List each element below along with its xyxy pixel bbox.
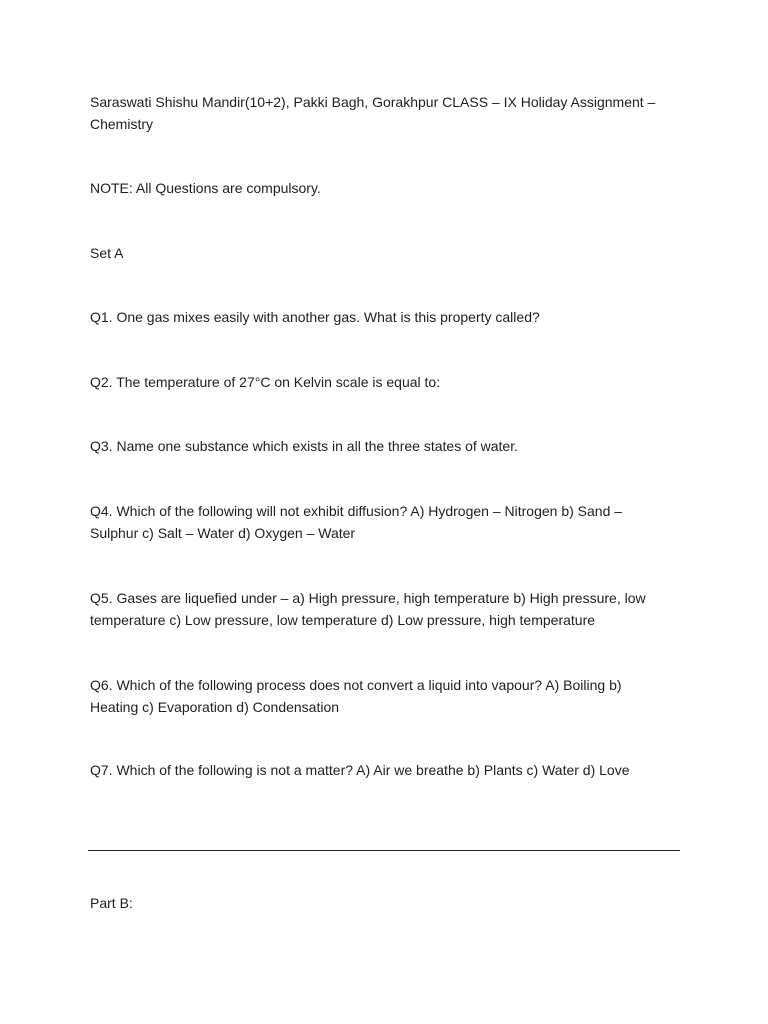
question-7: Q7. Which of the following is not a matter? A) Air we breathe b) Plants c) Water d) Love	[90, 762, 630, 778]
part-b-label: Part B:	[90, 895, 133, 911]
question-3: Q3. Name one substance which exists in all the three states of water.	[90, 438, 518, 454]
note-text: NOTE: All Questions are compulsory.	[90, 180, 321, 196]
document-header: Saraswati Shishu Mandir(10+2), Pakki Bagh, Gorakhpur CLASS – IX Holiday Assignment – Chemistry	[90, 94, 656, 132]
section-divider	[88, 850, 680, 851]
question-4: Q4. Which of the following will not exhibit diffusion? A) Hydrogen – Nitrogen b) Sand – Sulphur c) Salt – Water d) Oxygen – Water	[90, 503, 623, 541]
set-label: Set A	[90, 245, 124, 261]
question-6: Q6. Which of the following process does not convert a liquid into vapour? A) Boiling b) Heating c) Evaporation d) Condensation	[90, 677, 622, 715]
question-1: Q1. One gas mixes easily with another gas. What is this property called?	[90, 309, 540, 325]
question-2: Q2. The temperature of 27°C on Kelvin scale is equal to:	[90, 374, 441, 390]
question-5: Q5. Gases are liquefied under – a) High pressure, high temperature b) High pressure, low temperature c) Low pressure, low temperature d) Low pressure, high temperature	[90, 590, 646, 628]
